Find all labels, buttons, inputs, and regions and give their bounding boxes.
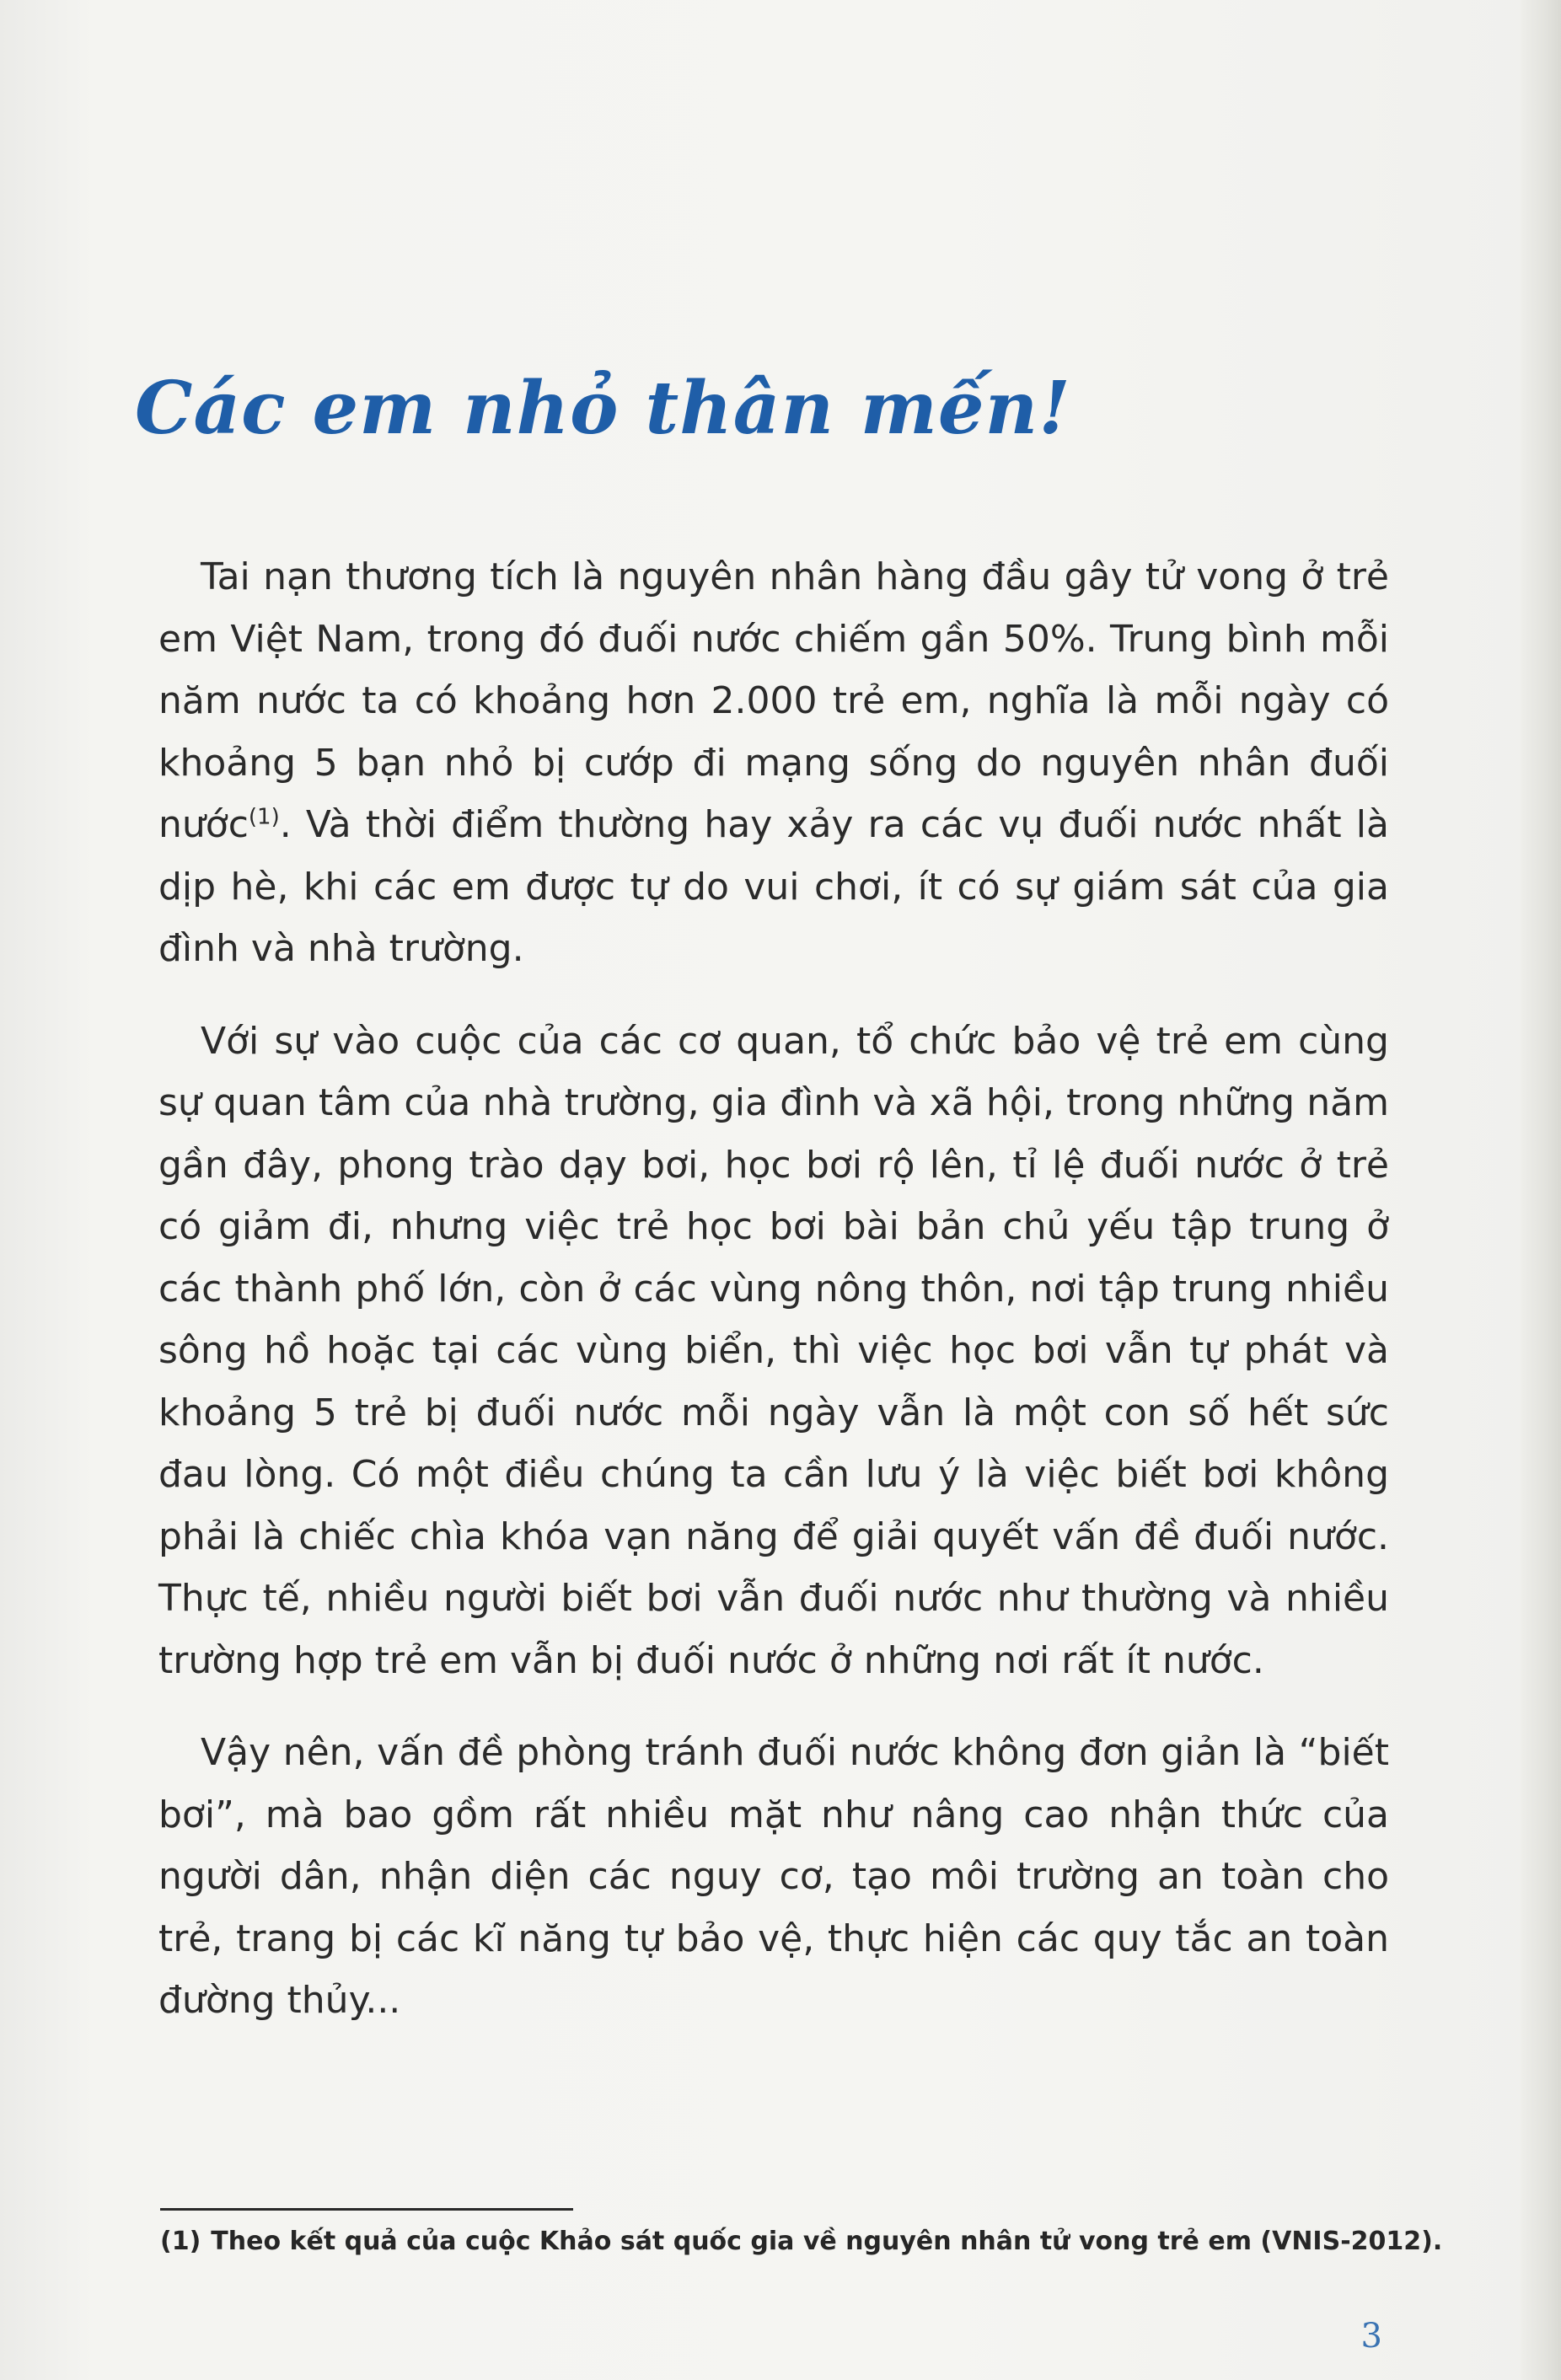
page-binding-edge [1521, 0, 1561, 2380]
paragraph-2: Với sự vào cuộc của các cơ quan, tổ chức bảo vệ trẻ em cùng sự quan tâm của nhà trường, gia đình và xã hội, trong những năm gần đây, phong trào dạy bơi, học bơi rộ lên, tỉ lệ đuối nước ở trẻ có giảm đi, nhưng việc trẻ học bơi bài bản chủ yếu tập trung ở các thành phố lớn, còn ở các vùng nông thôn, nơi tập trung nhiều sông hồ hoặc tại các vùng biển, thì việc học bơi vẫn tự phát và khoảng 5 trẻ bị đuối nước mỗi ngày vẫn là một con số hết sức đau lòng. Có một điều chúng ta cần lưu ý là việc biết bơi không phải là chiếc chìa khóa vạn năng để giải quyết vấn đề đuối nước. Thực tế, nhiều người biết bơi vẫn đuối nước như thường và nhiều trường hợp trẻ em vẫn bị đuối nước ở những nơi rất ít nước. [158, 1019, 1389, 1682]
footnote-reference: (1) [248, 804, 280, 830]
footnote [160, 2223, 1443, 2260]
paragraph-1-text-a: Tai nạn thương tích là nguyên nhân hàng đầu gây tử vong ở trẻ em Việt Nam, trong đó đuối nước chiếm gần 50%. Trung bình mỗi năm nước ta có khoảng hơn 2.000 trẻ em, nghĩa là mỗi ngày có khoảng 5 bạn nhỏ bị cướp đi mạng sống do nguyên nhân đuối nước [158, 555, 1389, 846]
page-number: 3 [1360, 2317, 1382, 2356]
paragraph-1 [158, 546, 1389, 980]
body-text [158, 546, 1389, 2032]
paragraph-1-text-b: . Và thời điểm thường hay xảy ra các vụ đuối nước nhất là dịp hè, khi các em được tự do vui chơi, ít có sự giám sát của gia đình và nhà trường. [158, 803, 1389, 970]
footnote-divider [160, 2208, 573, 2211]
footnote-text: Theo kết quả của cuộc Khảo sát quốc gia về nguyên nhân tử vong trẻ em (VNIS-2012). [211, 2227, 1443, 2256]
paragraph-3: Vậy nên, vấn đề phòng tránh đuối nước không đơn giản là “biết bơi”, mà bao gồm rất nhiều mặt như nâng cao nhận thức của người dân, nhận diện các nguy cơ, tạo môi trường an toàn cho trẻ, trang bị các kĩ năng tự bảo vệ, thực hiện các quy tắc an toàn đường thủy... [158, 1731, 1389, 2022]
page-title: Các em nhỏ thân mến! [135, 366, 1071, 451]
footnote-marker: (1) [160, 2227, 201, 2256]
